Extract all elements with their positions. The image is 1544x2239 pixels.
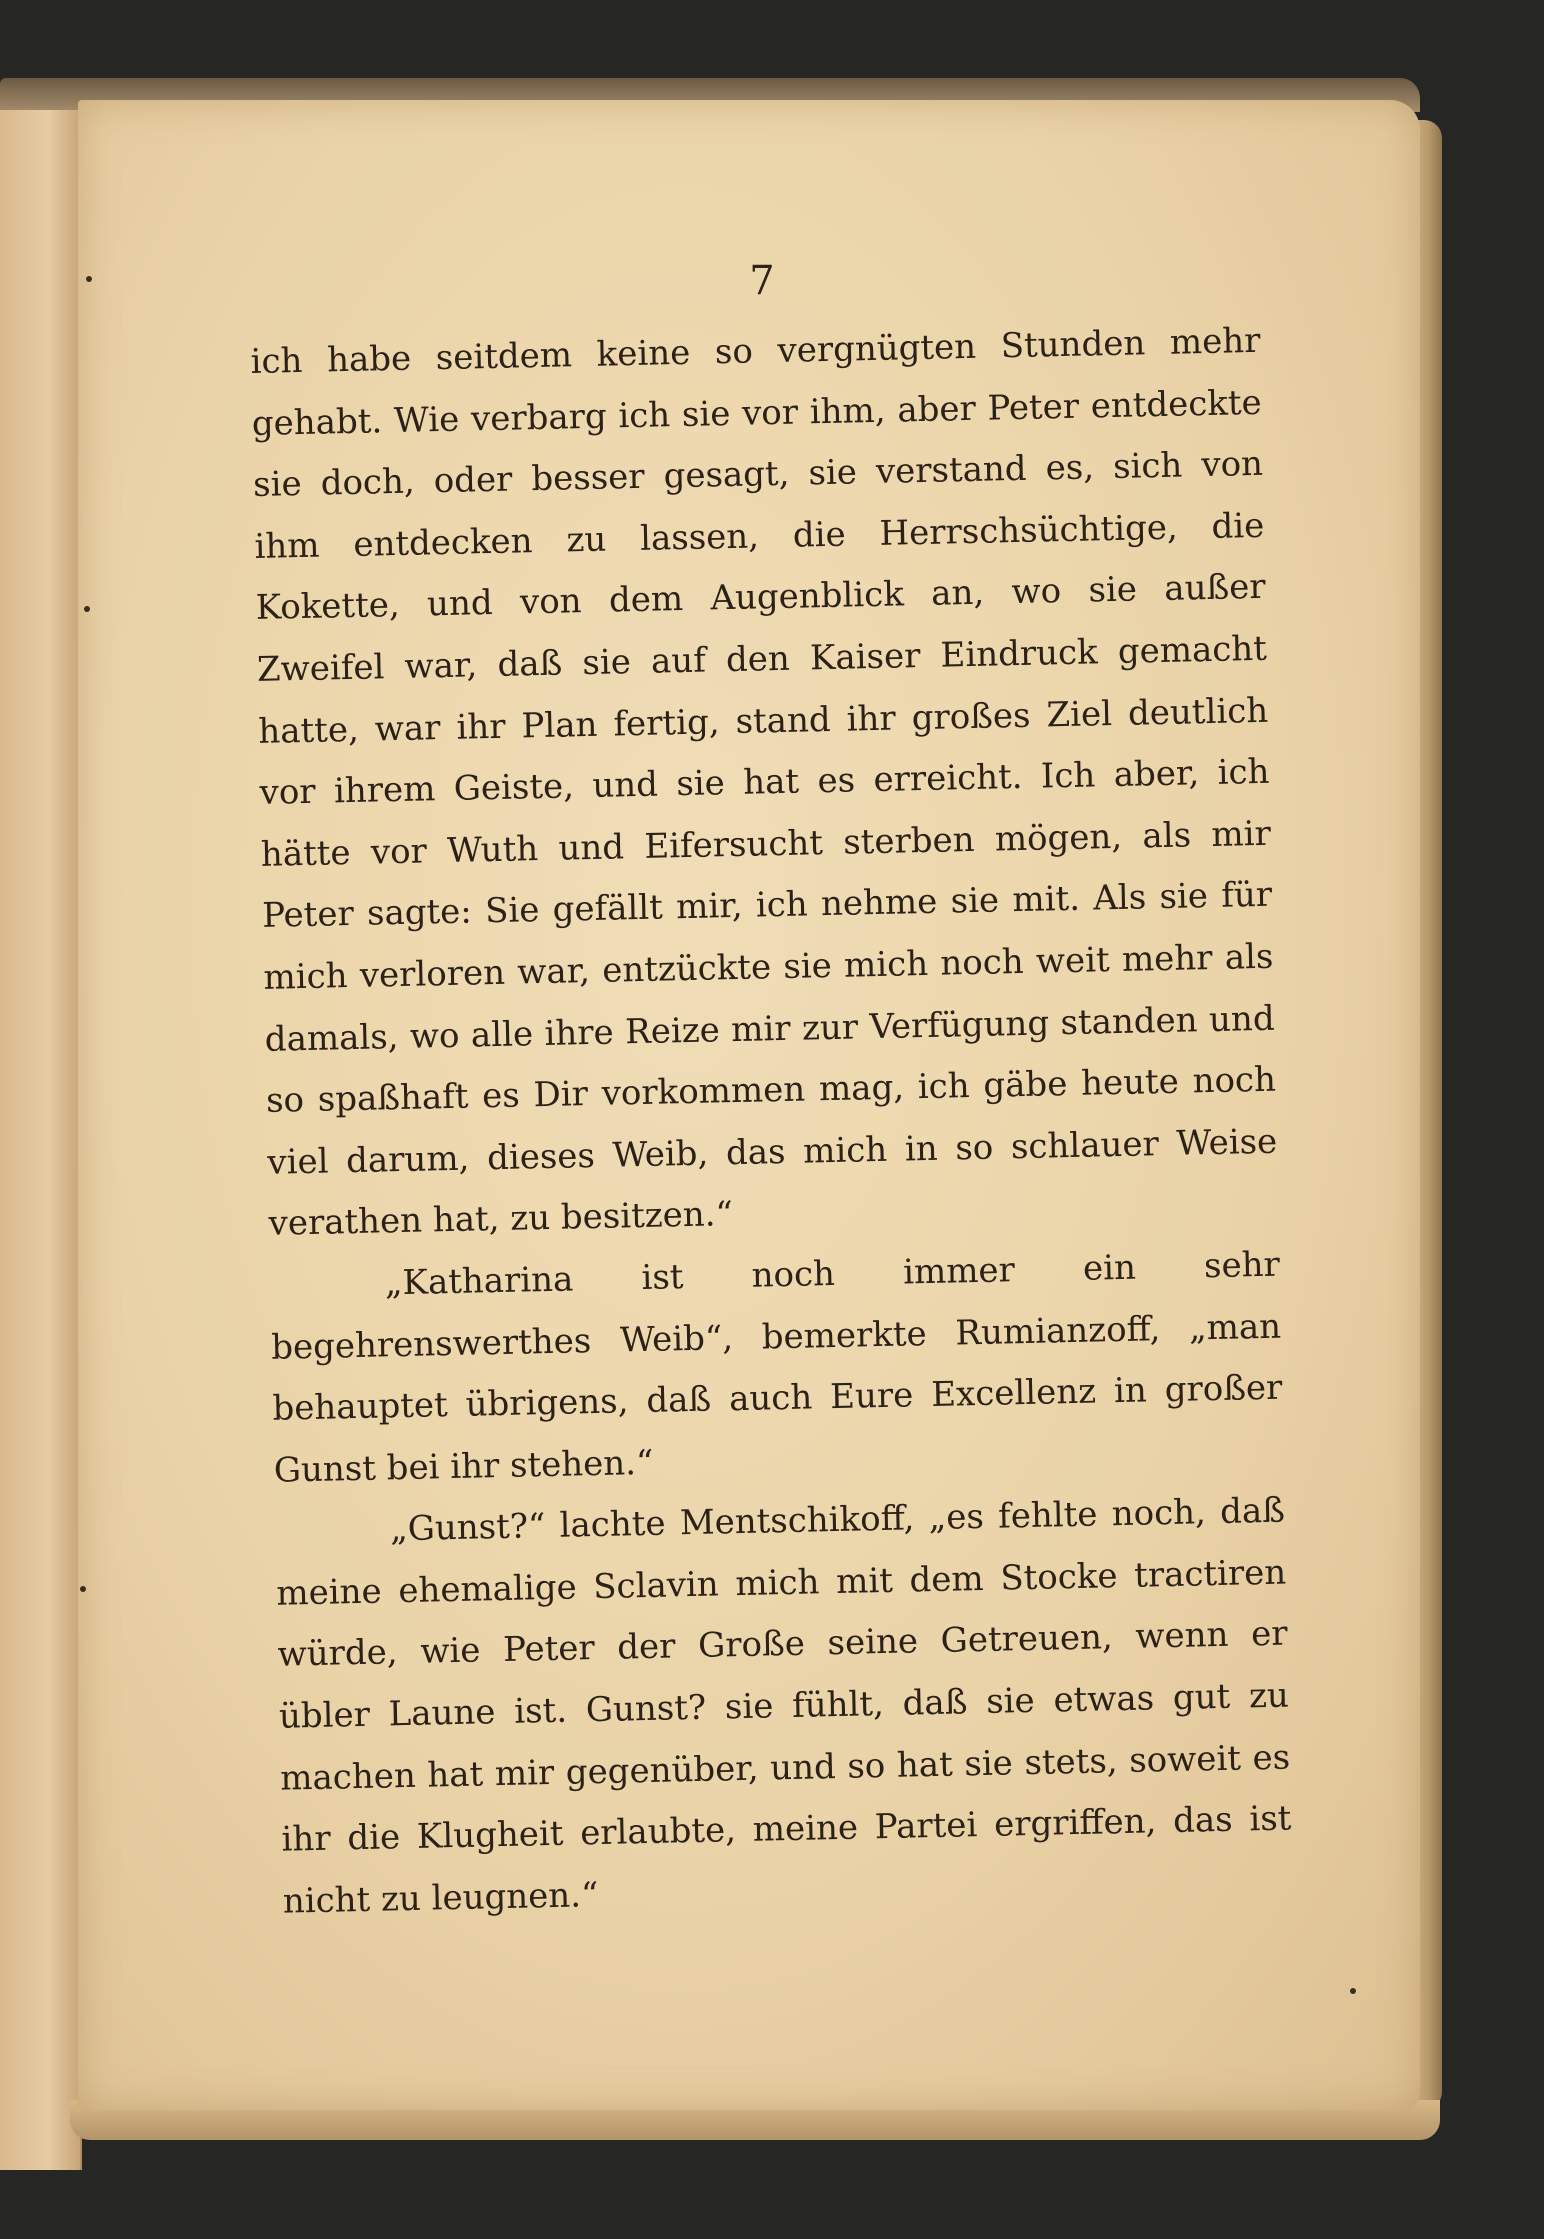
page-number: 7: [749, 258, 775, 304]
body-text: [250, 311, 1293, 1933]
paper-speck: [84, 606, 90, 612]
facing-page-edge: [0, 110, 82, 2170]
paragraph-2: „Katharina ist noch immer ein sehr begehrenswerthes Weib“, bemerkte Rumianzoff, „man behauptet übrigens, daß auch Eure Excellenz in großer Gunst bei ihr stehen.“: [270, 1244, 1283, 1491]
paper-speck: [1350, 1988, 1356, 1994]
paragraph-1: ich habe seitdem keine so vergnügten Stunden mehr gehabt. Wie verbarg ich sie vor ihm, aber Peter entdeckte sie doch, oder besser gesagt, sie verstand es, sich von ihm entdecken zu lassen, die Herrschsüchtige, die Kokette, und von dem Augenblick an, wo sie außer Zweifel war, daß sie auf den Kaiser Eindruck gemacht hatte, war ihr Plan fertig, stand ihr großes Ziel deutlich vor ihrem Geiste, und sie hat es erreicht. Ich aber, ich hätte vor Wuth und Eifersucht sterben mögen, als mir Peter sagte: Sie gefällt mir, ich nehme sie mit. Als sie für mich verloren war, entzückte sie mich noch weit mehr als damals, wo alle ihre Reize mir zur Verfügung standen und so spaßhaft es Dir vorkommen mag, ich gäbe heute noch viel darum, dieses Weib, das mich in so schlauer Weise verathen hat, zu besitzen.“: [250, 320, 1278, 1245]
paragraph-3: „Gunst?“ lachte Mentschikoff, „es fehlte noch, daß meine ehemalige Sclavin mich mit dem Stocke tractiren würde, wie Peter der Große seine Getreuen, wenn er übler Laune ist. Gunst? sie fühlt, daß sie etwas gut zu machen hat mir gegenüber, und so hat sie stets, soweit es ihr die Klugheit erlaubte, meine Partei ergriffen, das ist nicht zu leugnen.“: [276, 1490, 1292, 1922]
paper-speck: [80, 1586, 86, 1592]
